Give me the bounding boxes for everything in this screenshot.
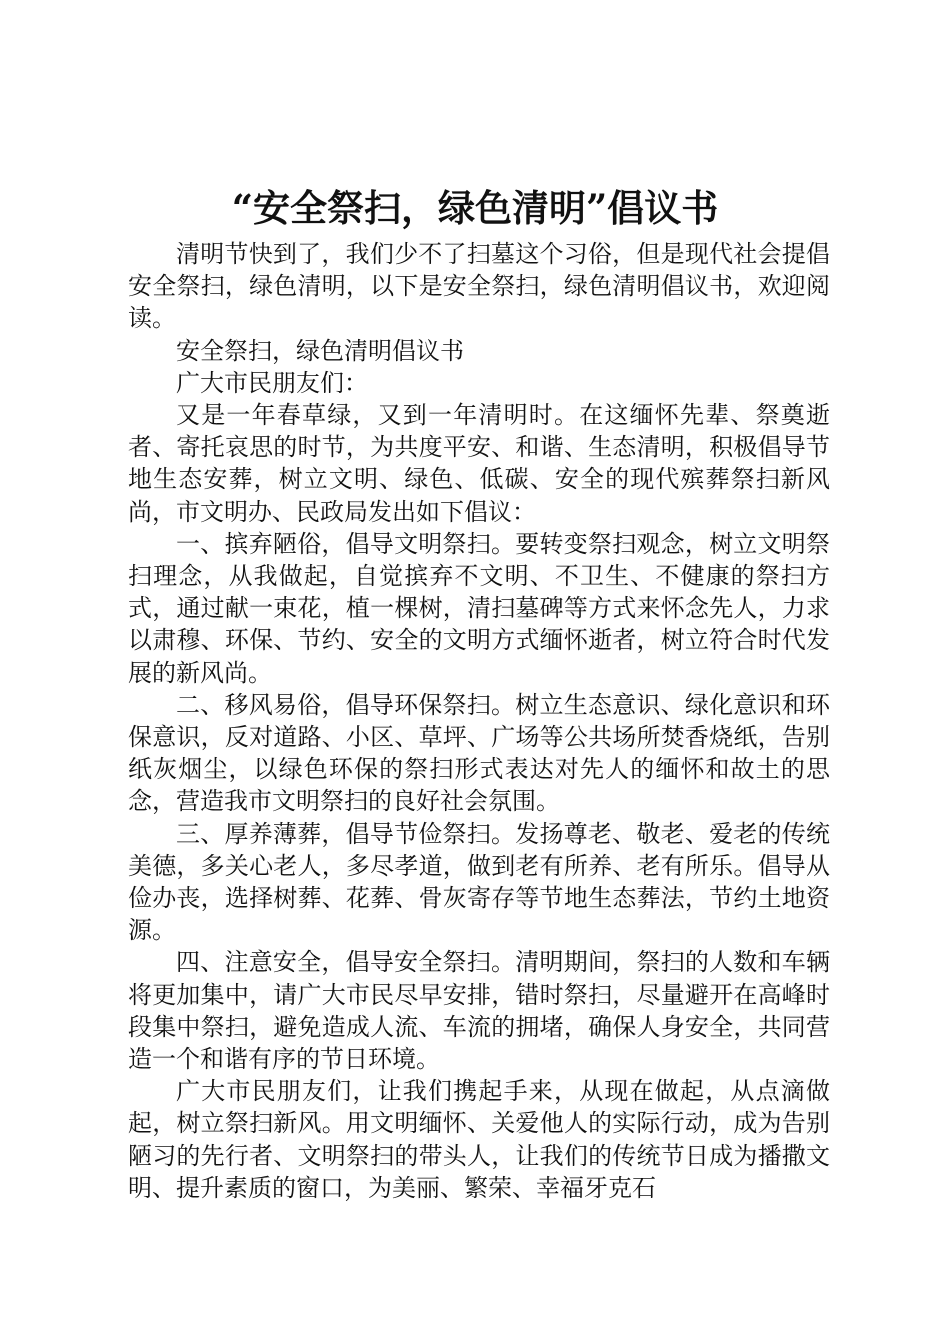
proposal-paragraph-3: 三、厚养薄葬，倡导节俭祭扫。发扬尊老、敬老、爱老的传统美德，多关心老人，多尽孝道，做到老有所养、老有所乐。倡导从俭办丧，选择树葬、花葬、骨灰寄存等节地生态葬法，节约土地资源。 — [128, 819, 830, 945]
salutation-paragraph: 广大市民朋友们： — [176, 368, 368, 397]
body-paragraph: 又是一年春草绿，又到一年清明时。在这缅怀先辈、祭奠逝者、寄托哀思的时节，为共度平安、和谐、生态清明，积极倡导节地生态安葬，树立文明、绿色、低碳、安全的现代殡葬祭扫新风尚，市文明办、民政局发出如下倡议： — [128, 401, 830, 526]
closing-paragraph: 广大市民朋友们，让我们携起手来，从现在做起，从点滴做起，树立祭扫新风。用文明缅怀、关爱他人的实际行动，成为告别陋习的先行者、文明祭扫的带头人，让我们的传统节日成为播撒文明、提升素质的窗口，为美丽、繁荣、幸福牙克石 — [128, 1077, 830, 1202]
intro-paragraph: 清明节快到了，我们少不了扫墓这个习俗，但是现代社会提倡安全祭扫，绿色清明，以下是安全祭扫，绿色清明倡议书，欢迎阅读。 — [128, 240, 830, 333]
proposal-paragraph-1: 一、摈弃陋俗，倡导文明祭扫。要转变祭扫观念，树立文明祭扫理念，从我做起，自觉摈弃不文明、不卫生、不健康的祭扫方式，通过献一束花，植一棵树，清扫墓碑等方式来怀念先人，力求以肃穆、环保、节约、安全的文明方式缅怀逝者，树立符合时代发展的新风尚。 — [128, 529, 830, 687]
proposal-paragraph-2: 二、移风易俗，倡导环保祭扫。树立生态意识、绿化意识和环保意识，反对道路、小区、草坪、广场等公共场所焚香烧纸，告别纸灰烟尘，以绿色环保的祭扫形式表达对先人的缅怀和故土的思念，营造我市文明祭扫的良好社会氛围。 — [128, 690, 830, 816]
subtitle-paragraph: 安全祭扫，绿色清明倡议书 — [176, 336, 464, 365]
proposal-paragraph-4: 四、注意安全，倡导安全祭扫。清明期间，祭扫的人数和车辆将更加集中，请广大市民尽早安排，错时祭扫，尽量避开在高峰时段集中祭扫，避免造成人流、车流的拥堵，确保人身安全，共同营造一个和谐有序的节日环境。 — [128, 948, 830, 1074]
document-body — [128, 238, 830, 1204]
document-title: “安全祭扫，绿色清明”倡议书 — [231, 186, 719, 230]
